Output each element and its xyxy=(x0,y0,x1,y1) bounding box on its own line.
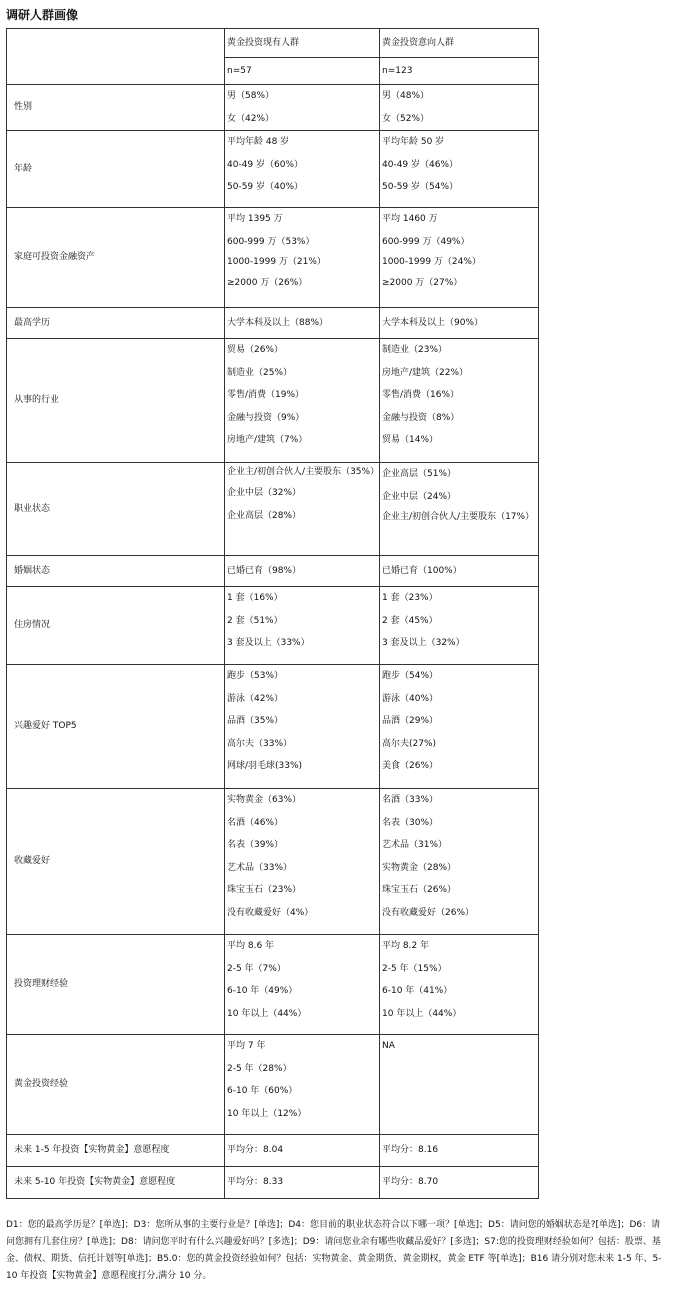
cell-value: 金融与投资（9%） xyxy=(227,412,305,423)
header-col1: 黄金投资现有人群 xyxy=(225,29,380,58)
cell-value: 600-999 万（53%） xyxy=(227,236,315,247)
header-row xyxy=(7,29,539,58)
row-label: 未来 5-10 年投资【实物黄金】意愿程度 xyxy=(7,1167,225,1199)
table-row xyxy=(7,1167,539,1199)
cell-value: 企业高层（28%） xyxy=(227,510,302,521)
cell-value: ≥2000 万（27%） xyxy=(382,278,463,288)
header-empty-cell xyxy=(7,29,225,85)
cell-value: 品酒（35%） xyxy=(227,716,284,726)
prospective-investor-cell xyxy=(380,935,539,1035)
cell-value: 10 年以上（12%） xyxy=(227,1108,307,1119)
cell-value: 贸易（14%） xyxy=(382,435,439,445)
existing-investor-cell xyxy=(225,463,380,556)
row-label: 收藏爱好 xyxy=(7,789,225,935)
existing-investor-cell xyxy=(225,131,380,208)
prospective-investor-cell xyxy=(380,789,539,935)
existing-investor-cell xyxy=(225,587,380,665)
prospective-investor-cell xyxy=(380,85,539,131)
cell-value: 珠宝玉石（23%） xyxy=(227,885,302,895)
cell-value: 600-999 万（49%） xyxy=(382,236,470,247)
table-row xyxy=(7,587,539,665)
cell-value: 男（48%） xyxy=(382,91,430,101)
cell-value: 女（52%） xyxy=(382,113,430,124)
cell-value: 企业高层（51%） xyxy=(382,469,457,479)
cell-value: 名酒（33%） xyxy=(382,795,439,805)
cell-value: 名表（30%） xyxy=(382,817,439,828)
prospective-investor-cell xyxy=(380,339,539,463)
cell-value: 女（42%） xyxy=(227,113,275,124)
cell-value: 艺术品（31%） xyxy=(382,840,448,850)
existing-investor-cell xyxy=(225,935,380,1035)
cell-value: 平均分：8.16 xyxy=(382,1145,439,1156)
row-label: 从事的行业 xyxy=(7,339,225,463)
cell-value: 1 套（16%） xyxy=(227,593,283,603)
prospective-investor-cell xyxy=(380,308,539,339)
cell-value: 平均分：8.33 xyxy=(227,1177,284,1188)
cell-value: 40-49 岁（60%） xyxy=(227,159,304,170)
cell-value: 平均年龄 48 岁 xyxy=(227,137,290,147)
existing-investor-cell xyxy=(225,85,380,131)
cell-value: 6-10 年（49%） xyxy=(227,986,298,996)
row-label: 未来 1-5 年投资【实物黄金】意愿程度 xyxy=(7,1135,225,1167)
cell-value: 房地产/建筑（22%） xyxy=(382,367,469,378)
cell-value: 高尔夫（33%） xyxy=(227,738,293,749)
cell-value: 高尔夫(27%) xyxy=(382,738,437,749)
prospective-investor-cell xyxy=(380,1167,539,1199)
table-row xyxy=(7,789,539,935)
cell-value: 已婚已育（100%） xyxy=(382,565,462,576)
cell-value: ≥2000 万（26%） xyxy=(227,278,308,288)
cell-value: 没有收藏爱好（4%） xyxy=(227,907,314,918)
cell-value: 50-59 岁（54%） xyxy=(382,182,459,192)
row-label: 最高学历 xyxy=(7,308,225,339)
cell-value: 3 套及以上（32%） xyxy=(382,638,465,648)
table-row xyxy=(7,1035,539,1135)
cell-value: 珠宝玉石（26%） xyxy=(382,885,457,895)
cell-value: 大学本科及以上（90%） xyxy=(382,317,484,328)
row-label: 兴趣爱好 TOP5 xyxy=(7,665,225,789)
cell-value: 平均年龄 50 岁 xyxy=(382,137,445,147)
prospective-investor-cell xyxy=(380,556,539,587)
cell-value: 已婚已育（98%） xyxy=(227,565,302,576)
row-label: 年龄 xyxy=(7,131,225,208)
cell-value: 跑步（53%） xyxy=(227,671,284,681)
cell-value: 2 套（51%） xyxy=(227,615,283,626)
row-label: 投资理财经验 xyxy=(7,935,225,1035)
cell-value: 游泳（40%） xyxy=(382,693,439,704)
sample-size-col1: n=57 xyxy=(225,58,380,85)
row-label: 黄金投资经验 xyxy=(7,1035,225,1135)
existing-investor-cell xyxy=(225,1135,380,1167)
prospective-investor-cell xyxy=(380,1135,539,1167)
cell-value: 制造业（25%） xyxy=(227,367,293,378)
cell-value: 平均 1460 万 xyxy=(382,214,438,224)
table-row xyxy=(7,208,539,308)
cell-value: 6-10 年（41%） xyxy=(382,986,453,996)
sample-size-col2: n=123 xyxy=(380,58,539,85)
prospective-investor-cell xyxy=(380,587,539,665)
table-row xyxy=(7,935,539,1035)
cell-value: 企业中层（24%） xyxy=(382,491,457,502)
table-row xyxy=(7,85,539,131)
cell-value: 平均 8.2 年 xyxy=(382,941,430,951)
cell-value: 网球/羽毛球(33%) xyxy=(227,761,303,771)
cell-value: 企业主/初创合伙人/主要股东（17%） xyxy=(382,512,535,522)
table-row xyxy=(7,339,539,463)
cell-value: 房地产/建筑（7%） xyxy=(227,435,308,445)
cell-value: 贸易（26%） xyxy=(227,345,284,355)
cell-value: 跑步（54%） xyxy=(382,671,439,681)
cell-value: 男（58%） xyxy=(227,91,275,101)
row-label: 职业状态 xyxy=(7,463,225,556)
table-row xyxy=(7,308,539,339)
cell-value: 平均 1395 万 xyxy=(227,214,283,224)
cell-value: 企业中层（32%） xyxy=(227,488,302,498)
cell-value: 零售/消费（16%） xyxy=(382,390,460,400)
cell-value: 2-5 年（28%） xyxy=(227,1063,292,1074)
cell-value: 2-5 年（15%） xyxy=(382,963,447,974)
cell-value: 名表（39%） xyxy=(227,840,284,850)
footnote: D1：您的最高学历是？[单选]；D3：您所从事的主要行业是？[单选]；D4：您目前的职业状态符合以下哪一项？[单选]；D5：请问您的婚姻状态是?[单选]；D6：请问您拥有几套住房？[单选]；D8：请问您平时有什么兴趣爱好吗？[多选]；D9：请问您业余有哪些收藏品爱好？[多选]；S7:您的投资理财经验如何？包括：股票、基金、债权、期货、信托计划等[单选]；B5.0：您的黄金投资经验如何？包括：实物黄金、黄金期货、黄金期权，黄金 ETF 等[单选]；B16 请分别对您未来 1-5 年、5-10 年投资【实物黄金】意愿程度打分,满分 10 分。 xyxy=(6,1220,662,1281)
cell-value: 1000-1999 万（21%） xyxy=(227,257,326,267)
existing-investor-cell xyxy=(225,1167,380,1199)
table-row xyxy=(7,1135,539,1167)
cell-value: 3 套及以上（33%） xyxy=(227,638,310,648)
prospective-investor-cell xyxy=(380,665,539,789)
existing-investor-cell xyxy=(225,556,380,587)
cell-value: 零售/消费（19%） xyxy=(227,390,305,400)
prospective-investor-cell xyxy=(380,208,539,308)
prospective-investor-cell xyxy=(380,463,539,556)
cell-value: 平均分：8.70 xyxy=(382,1177,439,1188)
existing-investor-cell xyxy=(225,1035,380,1135)
cell-value: 1000-1999 万（24%） xyxy=(382,257,481,267)
existing-investor-cell xyxy=(225,789,380,935)
survey-profile-table xyxy=(6,28,539,1199)
cell-value: 2-5 年（7%） xyxy=(227,963,286,974)
cell-value: 名酒（46%） xyxy=(227,817,284,828)
cell-value: 实物黄金（28%） xyxy=(382,862,457,873)
cell-value: NA xyxy=(382,1041,395,1051)
page-title: 调研人群画像 xyxy=(6,8,79,22)
row-label: 住房情况 xyxy=(7,587,225,665)
table-row xyxy=(7,131,539,208)
cell-value: 大学本科及以上（88%） xyxy=(227,317,329,328)
cell-value: 品酒（29%） xyxy=(382,716,439,726)
table-row xyxy=(7,556,539,587)
cell-value: 10 年以上（44%） xyxy=(382,1008,462,1019)
existing-investor-cell xyxy=(225,308,380,339)
cell-value: 实物黄金（63%） xyxy=(227,795,302,805)
existing-investor-cell xyxy=(225,665,380,789)
prospective-investor-cell xyxy=(380,1035,539,1135)
cell-value: 50-59 岁（40%） xyxy=(227,182,304,192)
cell-value: 10 年以上（44%） xyxy=(227,1008,307,1019)
cell-value: 没有收藏爱好（26%） xyxy=(382,907,475,918)
cell-value: 1 套（23%） xyxy=(382,593,438,603)
row-label: 家庭可投资金融资产 xyxy=(7,208,225,308)
table-row xyxy=(7,665,539,789)
row-label: 婚姻状态 xyxy=(7,556,225,587)
existing-investor-cell xyxy=(225,339,380,463)
cell-value: 平均 7 年 xyxy=(227,1041,266,1051)
cell-value: 金融与投资（8%） xyxy=(382,412,460,423)
cell-value: 平均 8.6 年 xyxy=(227,941,275,951)
row-label: 性别 xyxy=(7,85,225,131)
cell-value: 企业主/初创合伙人/主要股东（35%） xyxy=(227,467,380,477)
header-col2: 黄金投资意向人群 xyxy=(380,29,539,58)
cell-value: 游泳（42%） xyxy=(227,693,284,704)
prospective-investor-cell xyxy=(380,131,539,208)
cell-value: 平均分：8.04 xyxy=(227,1145,284,1156)
existing-investor-cell xyxy=(225,208,380,308)
cell-value: 制造业（23%） xyxy=(382,345,448,355)
cell-value: 美食（26%） xyxy=(382,761,439,771)
table-row xyxy=(7,463,539,556)
cell-value: 6-10 年（60%） xyxy=(227,1086,298,1096)
cell-value: 艺术品（33%） xyxy=(227,862,293,873)
cell-value: 40-49 岁（46%） xyxy=(382,159,459,170)
cell-value: 2 套（45%） xyxy=(382,615,438,626)
